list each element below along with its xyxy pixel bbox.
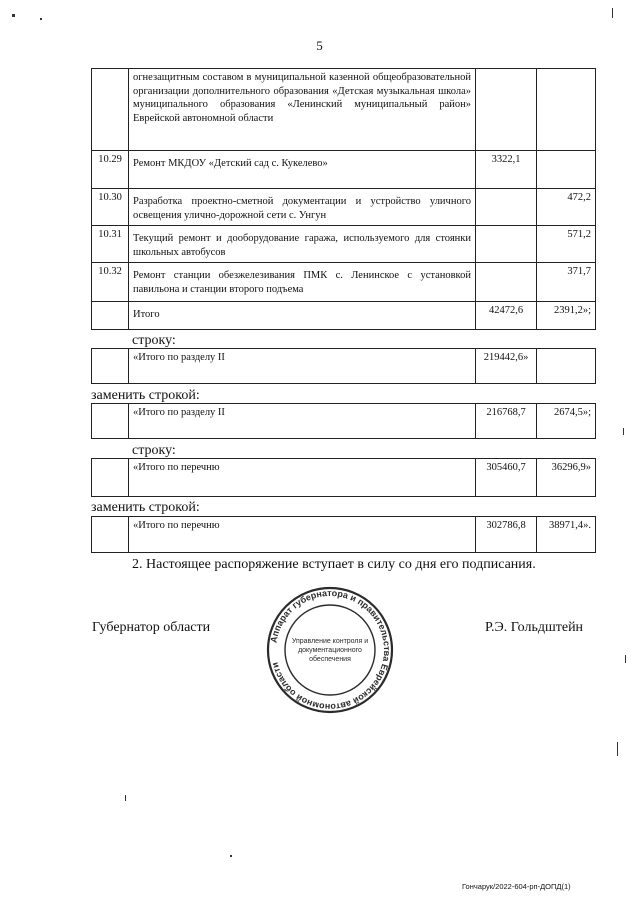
row-description: огнезащитным составом в муниципальной казенной общеобразовательной организации дополнительного образования «Детская музыкальная школа» муниципального образования «Ленинский муниципальный район» Еврейской автономной области bbox=[129, 69, 476, 151]
row-number bbox=[92, 517, 129, 553]
row-description: Текущий ремонт и дооборудование гаража, используемого для стоянки школьных автобусов bbox=[129, 226, 476, 263]
row-value-2: 571,2 bbox=[537, 226, 596, 263]
row-number: 10.31 bbox=[92, 226, 129, 263]
scan-mark bbox=[623, 428, 624, 435]
row-number: 10.30 bbox=[92, 189, 129, 226]
table-row bbox=[92, 226, 596, 263]
replace-label-line: строку: bbox=[132, 443, 176, 458]
row-value-2: 2391,2»; bbox=[537, 302, 596, 330]
table-row bbox=[92, 189, 596, 226]
signatory-name: Р.Э. Гольдштейн bbox=[485, 620, 584, 635]
replacement-table bbox=[91, 348, 596, 384]
replace-with-label: заменить строкой: bbox=[91, 500, 200, 515]
row-value-2 bbox=[537, 69, 596, 151]
scan-mark bbox=[612, 8, 613, 18]
row-description: Ремонт станции обезжелезивания ПМК с. Ленинское с установкой павильона и станции второго подъема bbox=[129, 263, 476, 302]
table-row bbox=[92, 517, 596, 553]
row-number bbox=[92, 349, 129, 384]
table-row bbox=[92, 459, 596, 497]
row-value-1 bbox=[476, 69, 537, 151]
row-number: 10.29 bbox=[92, 151, 129, 189]
table-row bbox=[92, 404, 596, 439]
row-value-1: 42472,6 bbox=[476, 302, 537, 330]
row-value-2: 472,2 bbox=[537, 189, 596, 226]
decree-paragraph: 2. Настоящее распоряжение вступает в силу со дня его подписания. bbox=[132, 557, 536, 572]
row-value-1: 3322,1 bbox=[476, 151, 537, 189]
row-value-1 bbox=[476, 189, 537, 226]
replacement-table bbox=[91, 516, 596, 553]
footer-document-code: Гончарук/2022-604-рп-ДОПД(1) bbox=[462, 882, 571, 891]
scan-mark bbox=[230, 855, 232, 857]
row-value-1 bbox=[476, 226, 537, 263]
row-value-2: 38971,4». bbox=[537, 517, 596, 553]
row-description: «Итого по перечню bbox=[129, 517, 476, 553]
row-number bbox=[92, 404, 129, 439]
table-row bbox=[92, 151, 596, 189]
scan-mark bbox=[40, 18, 42, 20]
official-stamp-icon bbox=[265, 585, 395, 715]
table-row bbox=[92, 263, 596, 302]
stamp-inner-line: Управление контроля и bbox=[291, 638, 369, 645]
table-row bbox=[92, 302, 596, 330]
row-value-2 bbox=[537, 349, 596, 384]
replace-with-label: заменить строкой: bbox=[91, 388, 200, 403]
main-table bbox=[91, 68, 596, 330]
stamp-inner-line: обеспечения bbox=[309, 656, 351, 663]
replacement-table bbox=[91, 458, 596, 497]
scan-mark bbox=[12, 14, 15, 17]
row-value-1: 216768,7 bbox=[476, 404, 537, 439]
table-row bbox=[92, 69, 596, 151]
row-description: «Итого по перечню bbox=[129, 459, 476, 497]
scan-mark bbox=[617, 742, 618, 756]
scan-mark bbox=[125, 795, 126, 801]
row-description: Ремонт МКДОУ «Детский сад с. Кукелево» bbox=[129, 151, 476, 189]
row-value-1 bbox=[476, 263, 537, 302]
stamp-outer-text: Аппарат губернатора и правительства Еврейской автономной области bbox=[268, 587, 393, 713]
row-value-1: 305460,7 bbox=[476, 459, 537, 497]
replacement-table bbox=[91, 403, 596, 439]
row-description: Разработка проектно-сметной документации и устройство уличного освещения улично-дорожной сети с. Унгун bbox=[129, 189, 476, 226]
row-description: «Итого по разделу II bbox=[129, 349, 476, 384]
row-number bbox=[92, 459, 129, 497]
stamp-inner-line: документационного bbox=[298, 647, 362, 654]
signatory-title: Губернатор области bbox=[92, 620, 211, 635]
row-number bbox=[92, 69, 129, 151]
row-description: Итого bbox=[129, 302, 476, 330]
row-number bbox=[92, 302, 129, 330]
row-value-1: 302786,8 bbox=[476, 517, 537, 553]
replace-label-line: строку: bbox=[132, 333, 176, 348]
row-value-2: 371,7 bbox=[537, 263, 596, 302]
scan-mark bbox=[625, 655, 626, 663]
table-row bbox=[92, 349, 596, 384]
row-number: 10.32 bbox=[92, 263, 129, 302]
row-value-1: 219442,6» bbox=[476, 349, 537, 384]
row-value-2 bbox=[537, 151, 596, 189]
page-number: 5 bbox=[316, 38, 323, 53]
row-description: «Итого по разделу II bbox=[129, 404, 476, 439]
row-value-2: 2674,5»; bbox=[537, 404, 596, 439]
row-value-2: 36296,9» bbox=[537, 459, 596, 497]
